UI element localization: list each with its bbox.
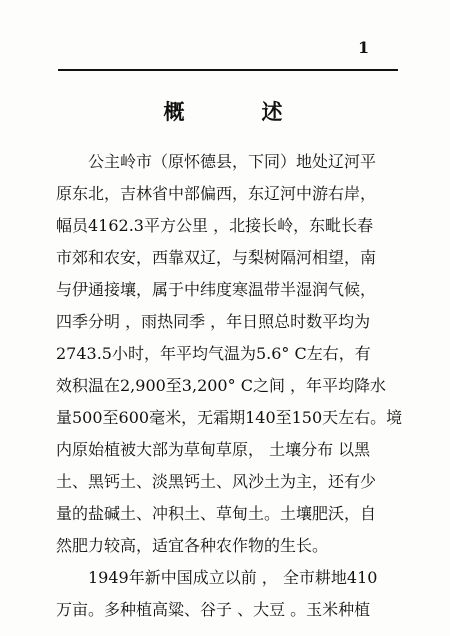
body-text xyxy=(56,146,416,626)
text-line: 2743.5小时，年平均气温为5.6° C左右，有 xyxy=(56,344,371,363)
text-line: 原东北，吉林省中部偏西，东辽河中游右岸， xyxy=(56,184,377,203)
text-line: 效积温在2,900至3,200° C之间 ，年平均降水 xyxy=(56,376,387,395)
header-rule xyxy=(58,69,398,71)
text-line: 幅员4162.3平方公里 ，北接长岭，东毗长春 xyxy=(56,216,374,235)
text-line: 量的盐碱土、冲积土、草甸土。土壤肥沃，自 xyxy=(56,504,377,523)
text-line: 土、黑钙土、淡黑钙土、风沙土为主，还有少 xyxy=(56,472,377,491)
text-line: 与伊通接壤，属于中纬度寒温带半湿润气候， xyxy=(56,280,377,299)
text-line: 公主岭市（原怀德县，下同）地处辽河平 xyxy=(56,152,377,171)
text-line: 然肥力较高，适宜各种农作物的生长。 xyxy=(56,536,329,555)
text-line: 内原始植被大部为草甸草原， 土壤分布 以黑 xyxy=(56,440,371,459)
text-line: 四季分明 ，雨热同季 ，年日照总时数平均为 xyxy=(56,312,371,331)
text-line: 1949年新中国成立以前 ， 全市耕地410 xyxy=(56,568,378,587)
text-line: 万亩。多种植高粱、谷子 、大豆 。玉米种植 xyxy=(56,600,371,619)
section-title: 概 述 xyxy=(163,99,311,124)
text-line: 量500至600毫米，无霜期140至150天左右。境 xyxy=(56,408,403,427)
text-line: 市郊和农安，西靠双辽，与梨树隔河相望，南 xyxy=(56,248,377,267)
page-number: 1 xyxy=(358,38,370,57)
